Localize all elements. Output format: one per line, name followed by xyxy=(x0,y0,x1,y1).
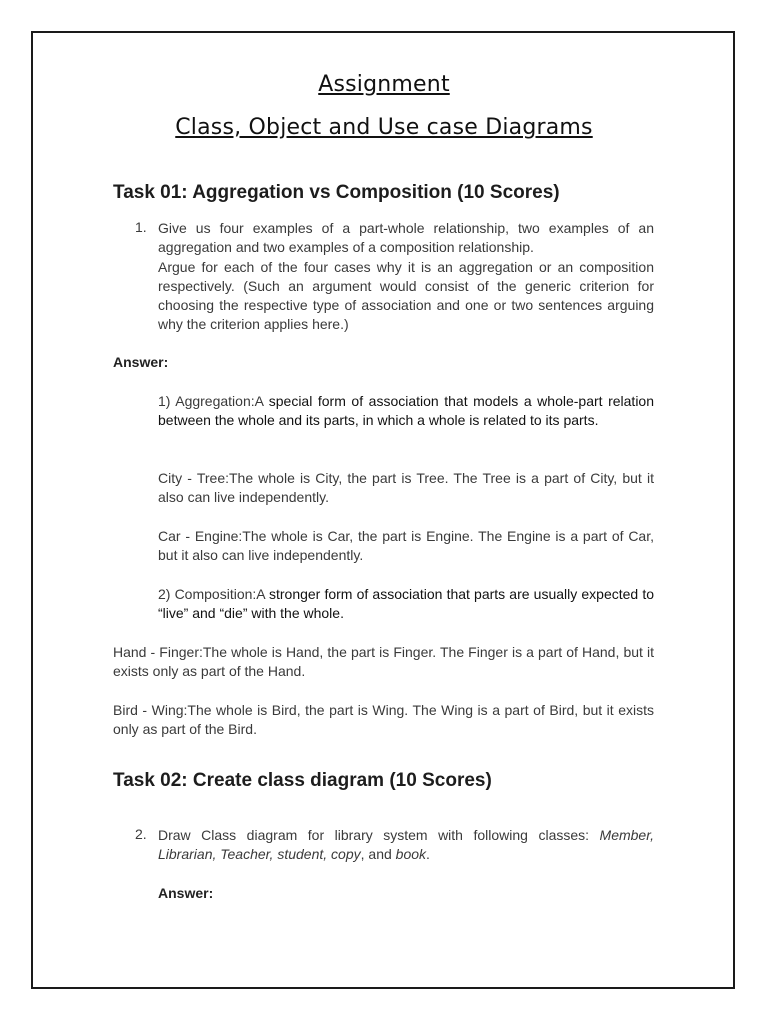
aggregation-prefix: 1) Aggregation:A xyxy=(158,393,269,409)
task1-heading: Task 01: Aggregation vs Composition (10 Scores) xyxy=(113,182,560,203)
example-city-tree: City - Tree:The whole is City, the part is Tree. The Tree is a part of City, but it also can live independently. xyxy=(158,470,654,505)
task2-class-book: book xyxy=(395,846,427,862)
aggregation-definition xyxy=(158,392,654,430)
task2-heading: Task 02: Create class diagram (10 Scores) xyxy=(113,770,492,791)
document-subtitle: Class, Object and Use case Diagrams xyxy=(175,115,593,140)
task2-question-prefix: Draw Class diagram for library system with following classes: xyxy=(158,827,600,843)
document-title: Assignment xyxy=(318,72,450,97)
task2-answer-label: Answer: xyxy=(158,885,214,901)
task2-classes-list: Member, Librarian, Teacher, student, copy xyxy=(158,827,654,862)
example-car-engine: Car - Engine:The whole is Car, the part is Engine. The Engine is a part of Car, but it also can live independently. xyxy=(158,528,654,563)
composition-prefix: 2) Composition:A xyxy=(158,586,269,602)
composition-definition xyxy=(158,585,654,623)
task2-classes-and: , and xyxy=(360,846,396,862)
task1-question-part1: Give us four examples of a part-whole relationship, two examples of an aggregation and two examples of a composition relationship. xyxy=(158,220,654,255)
task2-item-number: 2. xyxy=(135,826,147,842)
task2-question-end: . xyxy=(426,846,430,862)
task1-question-part2: Argue for each of the four cases why it is an aggregation or an composition respectively. (Such an argument would consist of the generic criterion for choosing the respective type of association and one or two sentences arguing why the criterion applies here.) xyxy=(158,259,654,332)
example-hand-finger: Hand - Finger:The whole is Hand, the part is Finger. The Finger is a part of Hand, but it exists only as part of the Hand. xyxy=(113,644,654,679)
example-bird-wing: Bird - Wing:The whole is Bird, the part is Wing. The Wing is a part of Bird, but it exists only as part of the Bird. xyxy=(113,702,654,737)
task1-answer-label: Answer: xyxy=(113,354,169,370)
task2-question xyxy=(158,826,654,864)
task1-item-number: 1. xyxy=(135,219,147,235)
aggregation-text: special form of association that models a whole-part relation between the whole and its parts, in which a whole is related to its parts. xyxy=(158,393,655,428)
composition-text: stronger form of association that parts are usually expected to “live” and “die” with the whole. xyxy=(158,586,654,621)
